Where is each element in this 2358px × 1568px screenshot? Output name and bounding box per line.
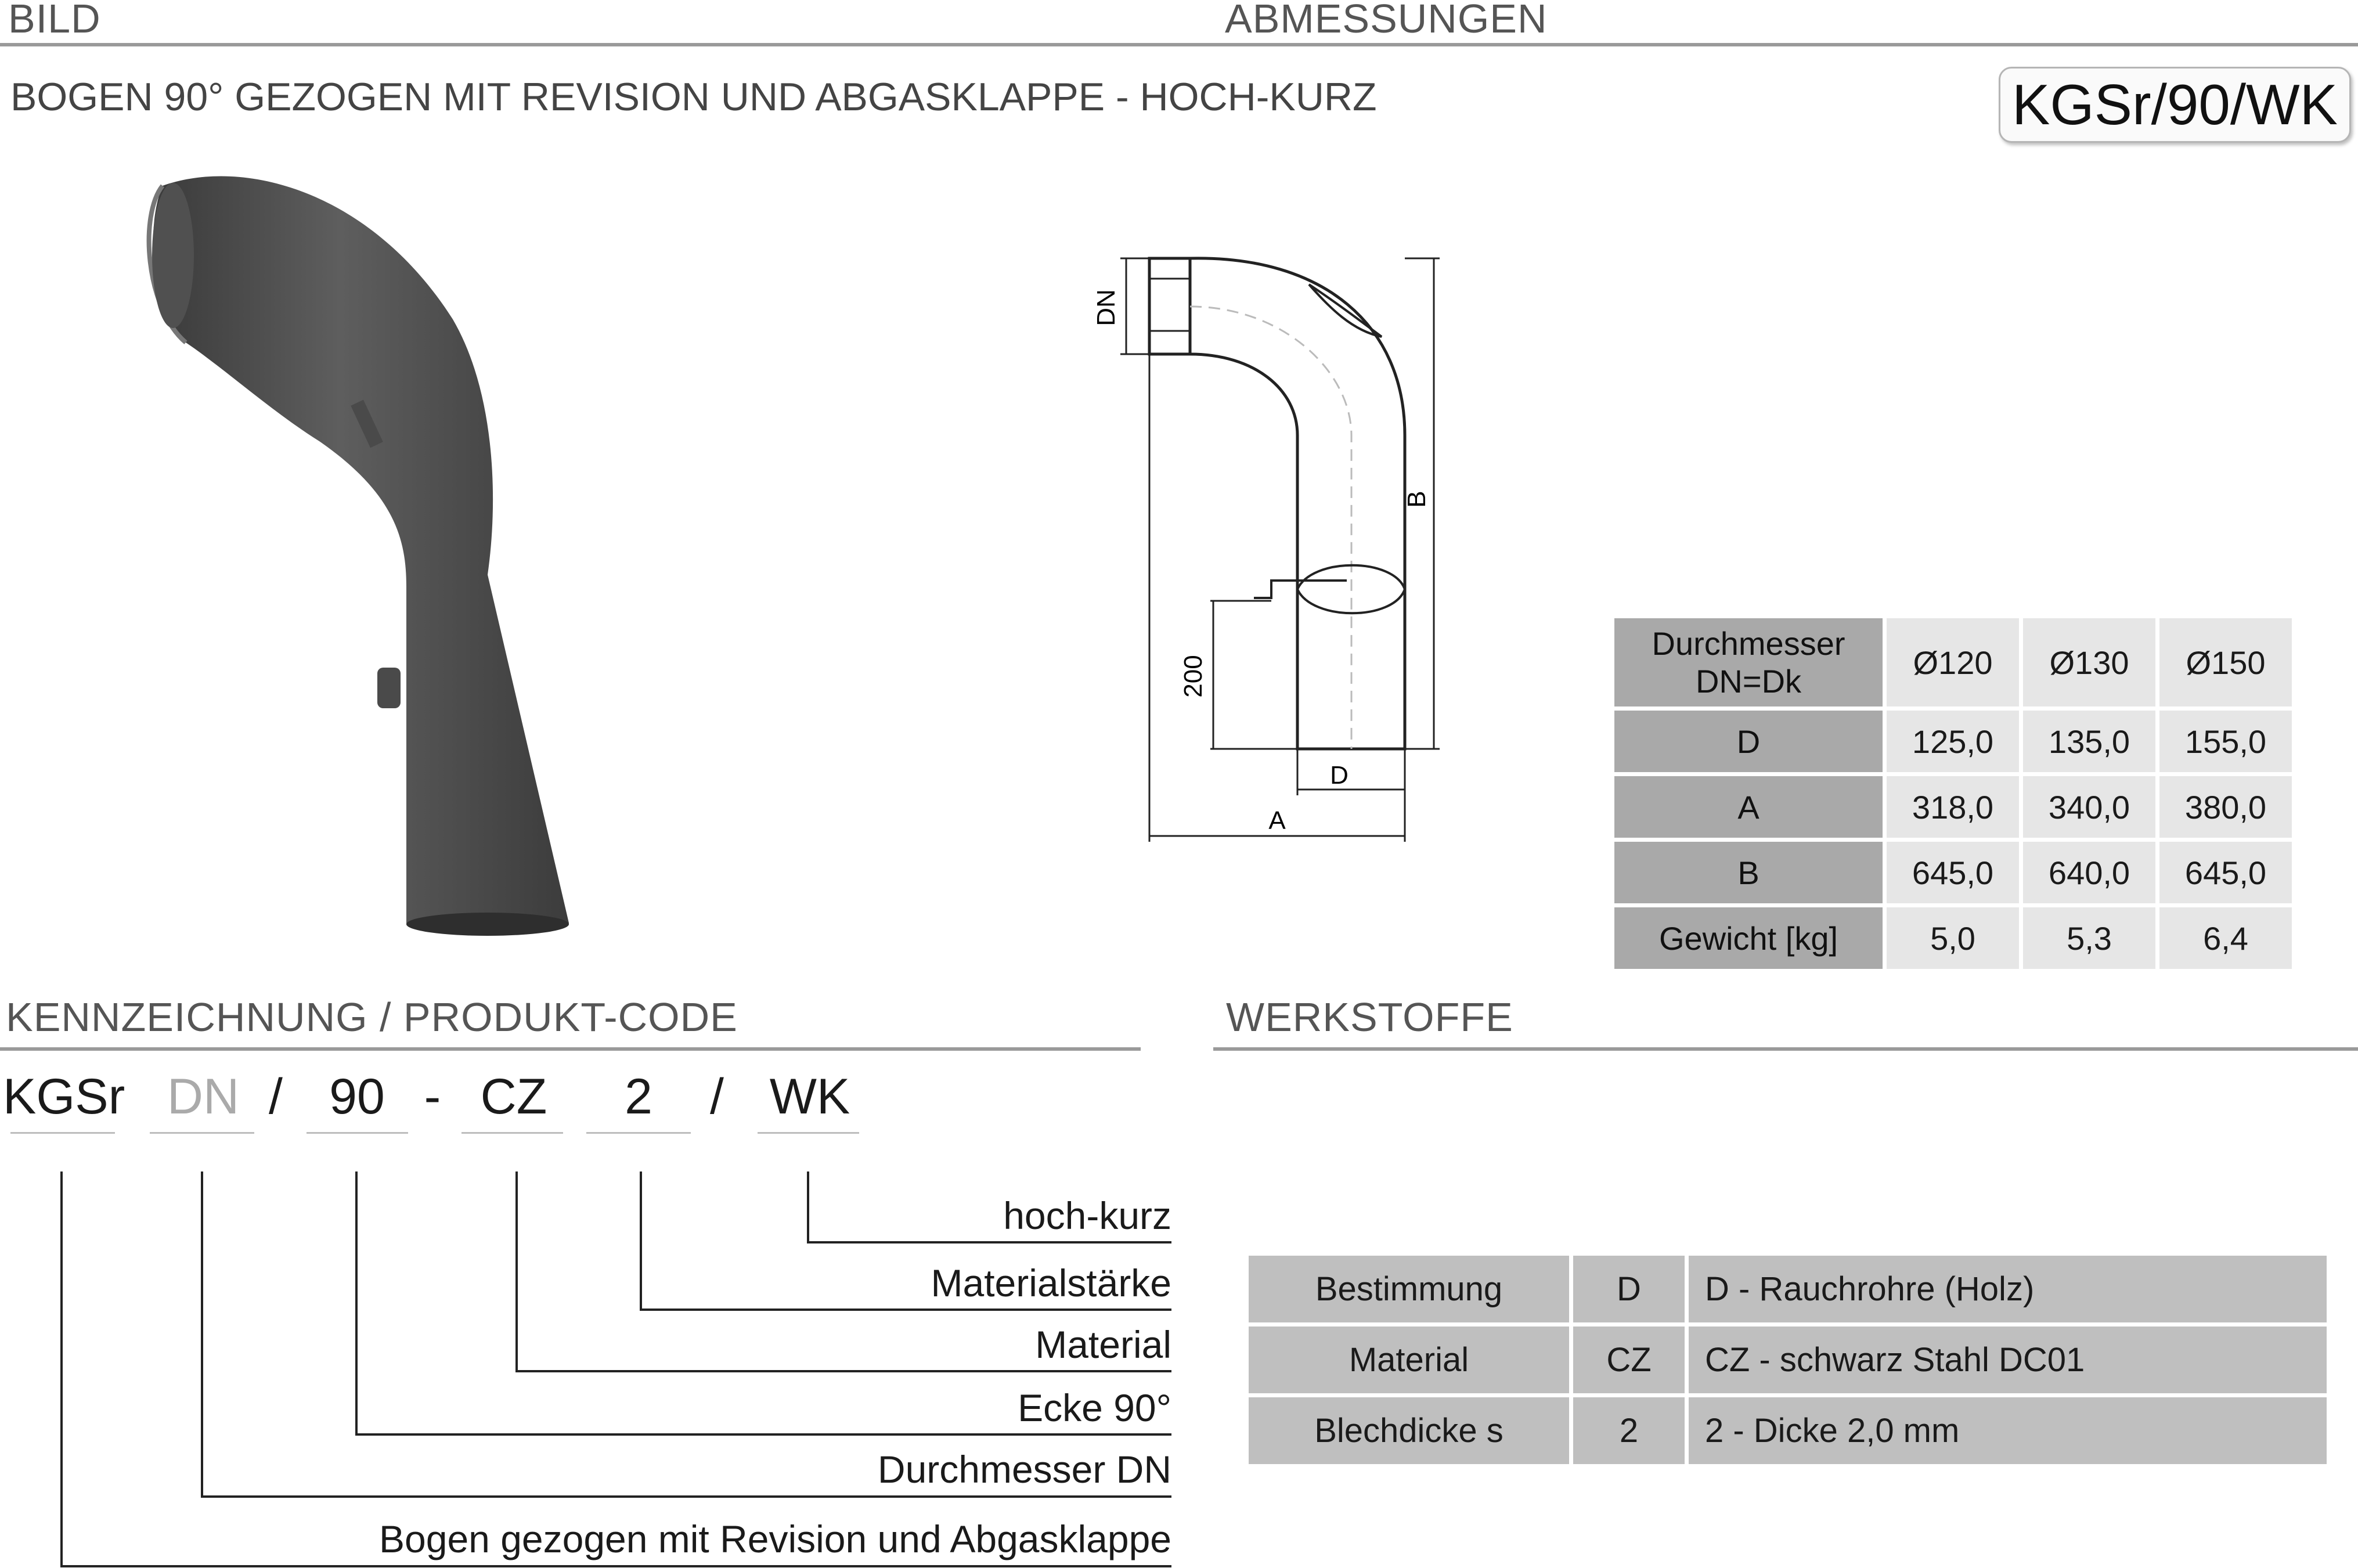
table-row bbox=[1249, 1256, 2327, 1322]
header-diameter: Durchmesser DN=Dk bbox=[1614, 618, 1883, 706]
werkstoffe-rule bbox=[1213, 1047, 2358, 1051]
code-underline bbox=[586, 1132, 691, 1134]
code-wk: WK bbox=[769, 1069, 850, 1124]
product-photo bbox=[128, 168, 604, 946]
leader-2 bbox=[640, 1172, 642, 1311]
label-materialstaerke: Materialstärke bbox=[931, 1261, 1171, 1304]
code-cz: CZ bbox=[480, 1069, 547, 1124]
row-label: D bbox=[1614, 711, 1883, 772]
code-underline bbox=[758, 1132, 859, 1134]
dim-dn: DN bbox=[1092, 289, 1120, 326]
label-hoch-kurz: hoch-kurz bbox=[1003, 1194, 1171, 1237]
code-90: 90 bbox=[329, 1069, 385, 1124]
code-sep2: - bbox=[424, 1069, 441, 1124]
cell: 340,0 bbox=[2023, 776, 2155, 838]
leader-dn-h bbox=[201, 1495, 1171, 1498]
cell: 645,0 bbox=[2159, 842, 2292, 903]
col-130: Ø130 bbox=[2023, 618, 2155, 706]
code-underline bbox=[10, 1132, 115, 1134]
table-row bbox=[1614, 618, 2292, 706]
code-2: 2 bbox=[625, 1069, 652, 1124]
leader-dn bbox=[201, 1172, 203, 1498]
product-code-badge: KGSr/90/WK bbox=[1999, 67, 2351, 143]
leader-wk bbox=[807, 1172, 809, 1243]
cell: 155,0 bbox=[2159, 711, 2292, 772]
row-label: A bbox=[1614, 776, 1883, 838]
mat-code: 2 bbox=[1573, 1397, 1685, 1464]
code-underline bbox=[307, 1132, 408, 1134]
leader-wk-h bbox=[807, 1241, 1171, 1243]
leader-90-h bbox=[355, 1433, 1171, 1436]
row-label: B bbox=[1614, 842, 1883, 903]
row-label: Gewicht [kg] bbox=[1614, 907, 1883, 969]
table-row bbox=[1614, 842, 2292, 903]
section-bild: BILD bbox=[8, 0, 101, 41]
cell: 5,3 bbox=[2023, 907, 2155, 969]
mat-desc: D - Rauchrohre (Holz) bbox=[1689, 1256, 2327, 1322]
cell: 645,0 bbox=[1887, 842, 2019, 903]
leader-kgsr-h bbox=[60, 1565, 1171, 1567]
leader-90 bbox=[355, 1172, 358, 1436]
table-row bbox=[1614, 776, 2292, 838]
cell: 125,0 bbox=[1887, 711, 2019, 772]
cell: 640,0 bbox=[2023, 842, 2155, 903]
top-rule bbox=[0, 43, 2358, 46]
table-row bbox=[1614, 711, 2292, 772]
table-row bbox=[1249, 1327, 2327, 1393]
dimensions-table bbox=[1610, 614, 2296, 973]
col-120: Ø120 bbox=[1887, 618, 2019, 706]
dim-b: B bbox=[1402, 491, 1431, 508]
mat-desc: 2 - Dicke 2,0 mm bbox=[1689, 1397, 2327, 1464]
mat-label: Bestimmung bbox=[1249, 1256, 1569, 1322]
leader-2-h bbox=[640, 1309, 1171, 1311]
cell: 380,0 bbox=[2159, 776, 2292, 838]
code-sep3: / bbox=[710, 1069, 724, 1124]
cell: 318,0 bbox=[1887, 776, 2019, 838]
dim-200: 200 bbox=[1179, 655, 1207, 698]
table-row bbox=[1614, 907, 2292, 969]
kennzeichnung-rule bbox=[0, 1047, 1141, 1051]
label-ecke: Ecke 90° bbox=[1018, 1386, 1171, 1429]
code-underline bbox=[150, 1132, 254, 1134]
col-150: Ø150 bbox=[2159, 618, 2292, 706]
code-underline bbox=[461, 1132, 563, 1134]
mat-code: CZ bbox=[1573, 1327, 1685, 1393]
table-row bbox=[1249, 1397, 2327, 1464]
leader-kgsr bbox=[60, 1172, 63, 1567]
dim-a: A bbox=[1268, 806, 1286, 835]
cell: 135,0 bbox=[2023, 711, 2155, 772]
code-kgsr: KGSr bbox=[3, 1069, 125, 1124]
section-abmessungen: ABMESSUNGEN bbox=[1225, 0, 1548, 41]
section-kennzeichnung: KENNZEICHNUNG / PRODUKT-CODE bbox=[6, 994, 738, 1040]
label-durchmesser: Durchmesser DN bbox=[877, 1448, 1171, 1491]
product-title: BOGEN 90° GEZOGEN MIT REVISION UND ABGASKLAPPE - HOCH-KURZ bbox=[10, 75, 1377, 119]
mat-desc: CZ - schwarz Stahl DC01 bbox=[1689, 1327, 2327, 1393]
leader-cz bbox=[515, 1172, 518, 1372]
leader-cz-h bbox=[515, 1370, 1171, 1372]
dim-d: D bbox=[1330, 761, 1349, 790]
cell: 6,4 bbox=[2159, 907, 2292, 969]
materials-table bbox=[1245, 1252, 2331, 1468]
label-bogen: Bogen gezogen mit Revision und Abgasklappe bbox=[379, 1517, 1171, 1560]
section-werkstoffe: WERKSTOFFE bbox=[1226, 994, 1513, 1040]
mat-code: D bbox=[1573, 1256, 1685, 1322]
code-sep1: / bbox=[269, 1069, 283, 1124]
mat-label: Blechdicke s bbox=[1249, 1397, 1569, 1464]
mat-label: Material bbox=[1249, 1327, 1569, 1393]
technical-drawing bbox=[1080, 244, 1463, 853]
cell: 5,0 bbox=[1887, 907, 2019, 969]
label-material: Material bbox=[1035, 1323, 1171, 1366]
code-dn: DN bbox=[167, 1069, 240, 1124]
